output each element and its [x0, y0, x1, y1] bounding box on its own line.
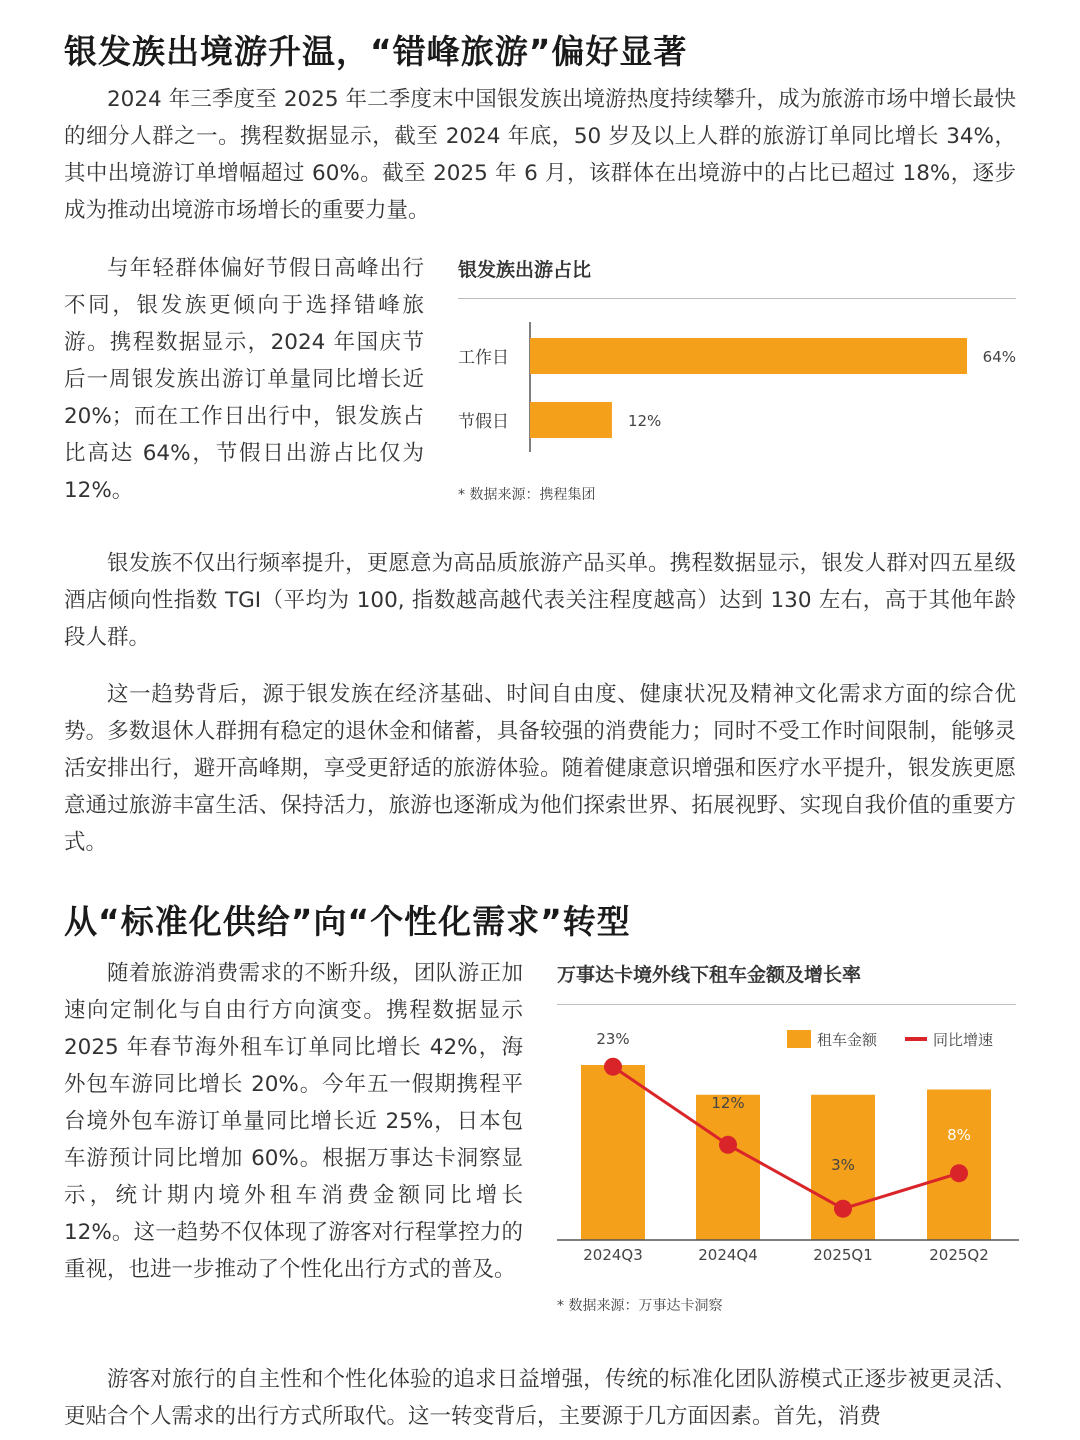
chart2-title: 万事达卡境外线下租车金额及增长率 — [557, 964, 862, 986]
chart2-growth-label: 8% — [947, 1126, 971, 1144]
chart2-plot — [557, 1010, 1027, 1280]
chart1-bar — [530, 402, 612, 438]
chart1-source: * 数据来源：携程集团 — [458, 487, 596, 503]
chart2-category-label: 2024Q4 — [698, 1246, 758, 1264]
chart2-growth-line — [613, 1067, 959, 1209]
chart2-legend-label: 同比增速 — [933, 1031, 994, 1049]
section2-paragraph-2: 游客对旅行的自主性和个性化体验的追求日益增强，传统的标准化团队游模式正逐步被更灵活、更贴合个人需求的出行方式所取代。这一转变背后，主要源于几方面因素。首先，消费 — [64, 1367, 1016, 1429]
chart2-legend-swatch-bar — [787, 1030, 811, 1048]
chart1-bar — [530, 338, 967, 374]
chart2-growth-point — [604, 1058, 622, 1076]
chart2-legend-label: 租车金额 — [817, 1031, 878, 1049]
section1-paragraph-2: 与年轻群体偏好节假日高峰出行不同，银发族更倾向于选择错峰旅游。携程数据显示，2024 年国庆节后一周银发族出游订单量同比增长近 20%；而在工作日出行中，银发族占比高达 64%，节假日出游占比仅为 12%。 — [64, 256, 424, 503]
chart2-growth-label: 23% — [596, 1030, 630, 1048]
chart2-bar — [696, 1095, 760, 1240]
chart2-bar — [581, 1065, 645, 1240]
chart1-value-label: 12% — [627, 412, 662, 430]
chart2-category-label: 2025Q2 — [929, 1246, 989, 1264]
section1-title: 银发族出境游升温，“错峰旅游”偏好显著 — [64, 32, 688, 71]
chart1-category-label: 节假日 — [458, 412, 509, 432]
chart2-growth-point — [950, 1164, 968, 1182]
chart1-category-label: 工作日 — [458, 348, 509, 368]
chart1-title: 银发族出游占比 — [458, 259, 592, 281]
section1-paragraph-4: 这一趋势背后，源于银发族在经济基础、时间自由度、健康状况及精神文化需求方面的综合优势。多数退休人群拥有稳定的退休金和储蓄，具备较强的消费能力；同时不受工作时间限制，能够灵活安排出行，避开高峰期，享受更舒适的旅游体验。随着健康意识增强和医疗水平提升，银发族更愿意通过旅游丰富生活、保持活力，旅游也逐渐成为他们探索世界、拓展视野、实现自我价值的重要方式。 — [64, 682, 1016, 855]
section2-paragraph-1: 随着旅游消费需求的不断升级，团队游正加速向定制化与自由行方向演变。携程数据显示 2025 年春节海外租车订单同比增长 42%，海外包车游同比增长 20%。今年五一假期携程平台境外包车游订单量同比增长近 25%，日本包车游预计同比增加 60%。根据万事达卡洞察显示，统计期内境外租车消费金额同比增长 12%。这一趋势不仅体现了游客对行程掌控力的重视，也进一步推动了个性化出行方式的普及。 — [64, 961, 523, 1282]
section2-title: 从“标准化供给”向“个性化需求”转型 — [64, 902, 631, 941]
chart1-value-label: 64% — [982, 348, 1016, 366]
chart2-growth-point — [719, 1136, 737, 1154]
section1-paragraph-3: 银发族不仅出行频率提升，更愿意为高品质旅游产品买单。携程数据显示，银发人群对四五星级酒店倾向性指数 TGI（平均为 100, 指数越高越代表关注程度越高）达到 130 左右，高于其他年龄段人群。 — [64, 551, 1016, 650]
chart2-growth-label: 12% — [711, 1094, 745, 1112]
chart1-divider — [458, 298, 1016, 299]
chart1-plot — [450, 310, 1030, 460]
chart2-category-label: 2024Q3 — [583, 1246, 643, 1264]
section1-paragraph-1: 2024 年三季度至 2025 年二季度末中国银发族出境游热度持续攀升，成为旅游市场中增长最快的细分人群之一。携程数据显示，截至 2024 年底，50 岁及以上人群的旅游订单同比增长 34%，其中出境游订单增幅超过 60%。截至 2025 年 6 月，该群体在出境游中的占比已超过 18%，逐步成为推动出境游市场增长的重要力量。 — [64, 87, 1016, 223]
chart2-divider — [557, 1004, 1016, 1005]
chart2-category-label: 2025Q1 — [813, 1246, 873, 1264]
chart2-growth-point — [834, 1200, 852, 1218]
chart2-source: * 数据来源：万事达卡洞察 — [557, 1298, 723, 1314]
chart2-growth-label: 3% — [831, 1156, 855, 1174]
